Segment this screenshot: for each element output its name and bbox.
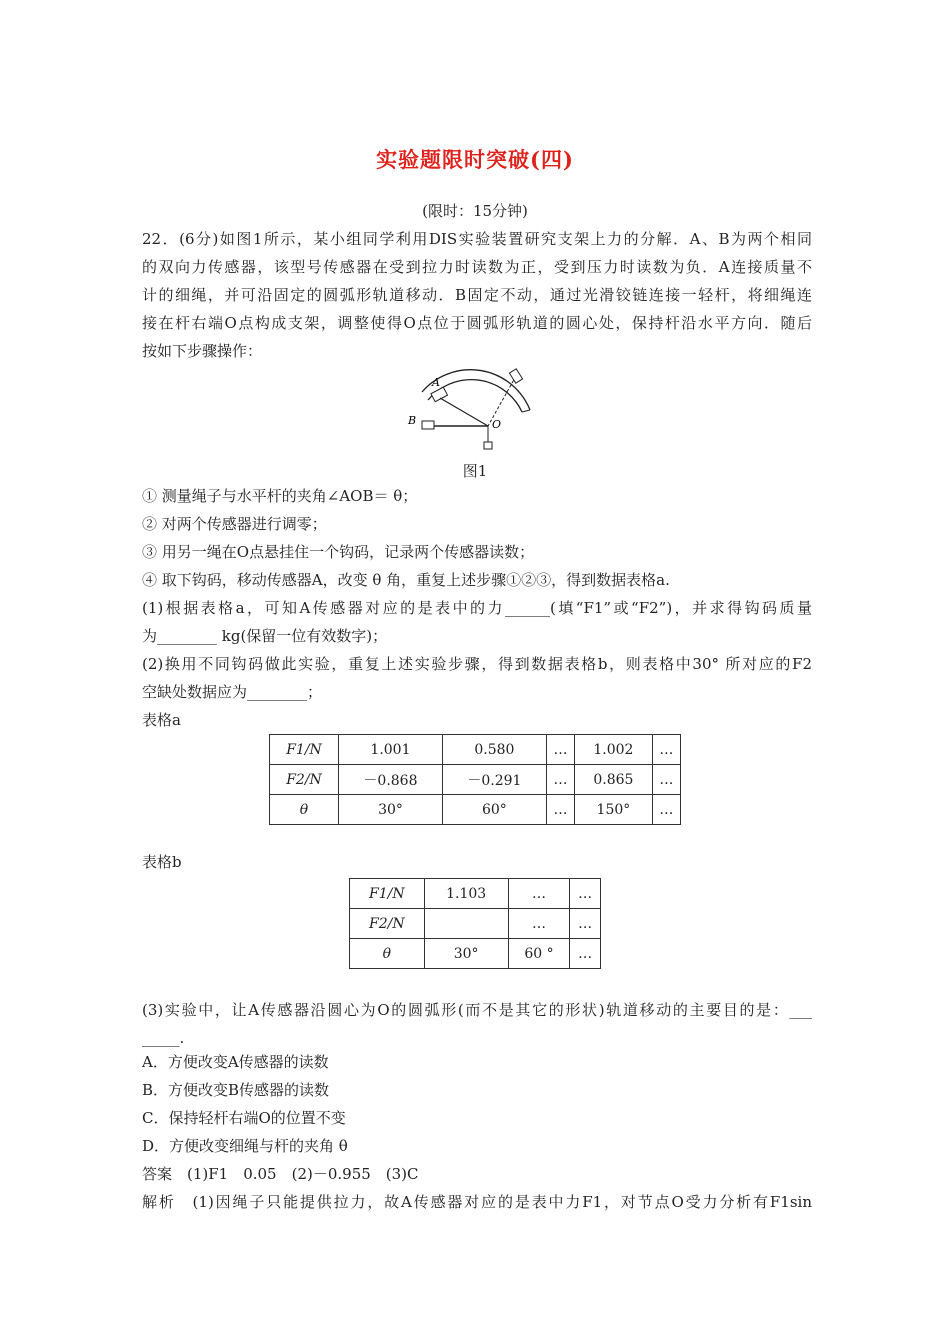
table-cell: … — [508, 909, 570, 939]
row-header-cell: θ — [270, 795, 339, 825]
option-a: A．方便改变A传感器的读数 — [142, 1053, 329, 1071]
table-cell: 30° — [339, 795, 443, 825]
figure-1-diagram — [400, 366, 540, 454]
step-2: ② 对两个传感器进行调零； — [142, 515, 327, 533]
analysis: 解析 (1)因绳子只能提供拉力，故A传感器对应的是表中力F1，对节点O受力分析有F1sin — [142, 1193, 812, 1211]
table-cell: 60° — [442, 795, 546, 825]
table-row — [350, 939, 601, 969]
answer: 答案 (1)F1 0.05 (2)－0.955 (3)C — [142, 1165, 419, 1183]
table-cell: 0.580 — [442, 735, 546, 765]
hook-weight — [484, 442, 492, 449]
table-cell: … — [570, 879, 601, 909]
table-cell — [424, 909, 508, 939]
intro-line: 按如下步骤操作： — [142, 342, 263, 360]
table-cell: －0.868 — [339, 765, 443, 795]
row-header-cell: F1/N — [270, 735, 339, 765]
step-1: ① 测量绳子与水平杆的夹角∠AOB＝ θ； — [142, 487, 418, 505]
table-row — [270, 735, 681, 765]
table-cell: 1.103 — [424, 879, 508, 909]
table-row — [350, 879, 601, 909]
table-cell: 150° — [575, 795, 653, 825]
table-cell: … — [652, 735, 680, 765]
intro-line: 计的细绳，并可沿固定的圆弧形轨道移动．B固定不动，通过光滑铰链连接一轻杆，将细绳连 — [142, 286, 812, 304]
page-title: 实验题限时突破(四) — [376, 147, 574, 172]
table-cell: 0.865 — [575, 765, 653, 795]
figure-caption: 图1 — [462, 462, 488, 480]
table-cell: … — [546, 765, 574, 795]
table-cell: 1.001 — [339, 735, 443, 765]
step-3: ③ 用另一绳在O点悬挂住一个钩码，记录两个传感器读数； — [142, 543, 535, 561]
table-cell: … — [570, 909, 601, 939]
row-header-cell: F2/N — [270, 765, 339, 795]
table-cell: 30° — [424, 939, 508, 969]
table-cell: … — [652, 795, 680, 825]
question-2: (2)换用不同钩码做此实验，重复上述实验步骤，得到数据表格b，则表格中30° 所对应的F2 — [142, 655, 812, 673]
table-row — [270, 765, 681, 795]
intro-line: 的双向力传感器，该型号传感器在受到拉力时读数为正，受到压力时读数为负．A连接质量不 — [142, 258, 812, 276]
option-d: D．方便改变细绳与杆的夹角 θ — [142, 1137, 348, 1155]
label-a: A — [432, 376, 440, 389]
option-b: B．方便改变B传感器的读数 — [142, 1081, 330, 1099]
table-cell: … — [652, 765, 680, 795]
question-2-cont: 空缺处数据应为________； — [142, 683, 323, 701]
table-b-label: 表格b — [142, 853, 182, 871]
sensor-a — [431, 387, 448, 402]
table-cell: 1.002 — [575, 735, 653, 765]
step-4: ④ 取下钩码，移动传感器A，改变 θ 角，重复上述步骤①②③，得到数据表格a. — [142, 571, 670, 589]
row-header-cell: θ — [350, 939, 425, 969]
question-3-cont: _____. — [142, 1029, 185, 1047]
table-cell: … — [546, 735, 574, 765]
label-b: B — [408, 414, 417, 427]
table-row — [270, 795, 681, 825]
option-c: C．保持轻杆右端O的位置不变 — [142, 1109, 346, 1127]
table-a-label: 表格a — [142, 711, 181, 729]
table-cell: 60 ° — [508, 939, 570, 969]
table-cell: … — [570, 939, 601, 969]
intro-line: 22．(6分)如图1所示，某小组同学利用DIS实验装置研究支架上力的分解．A、B为两个相同 — [142, 230, 812, 248]
label-o: O — [492, 418, 502, 431]
table-cell: －0.291 — [442, 765, 546, 795]
table-cell: … — [508, 879, 570, 909]
data-table-a — [269, 734, 681, 825]
time-limit: (限时：15分钟) — [422, 202, 528, 220]
question-3: (3)实验中，让A传感器沿圆心为O的圆弧形(而不是其它的形状)轨道移动的主要目的是：___ — [142, 1001, 812, 1019]
question-1-cont: 为________ kg(保留一位有效数字)； — [142, 627, 388, 645]
sensor-b — [422, 421, 434, 429]
data-table-b — [349, 878, 601, 969]
question-1: (1)根据表格a，可知A传感器对应的是表中的力______(填“F1”或“F2”)，并求得钩码质量 — [142, 599, 812, 617]
table-row — [350, 909, 601, 939]
table-cell: … — [546, 795, 574, 825]
row-header-cell: F1/N — [350, 879, 425, 909]
row-header-cell: F2/N — [350, 909, 425, 939]
intro-line: 接在杆右端O点构成支架，调整使得O点位于圆弧形轨道的圆心处，保持杆沿水平方向．随后 — [142, 314, 812, 332]
